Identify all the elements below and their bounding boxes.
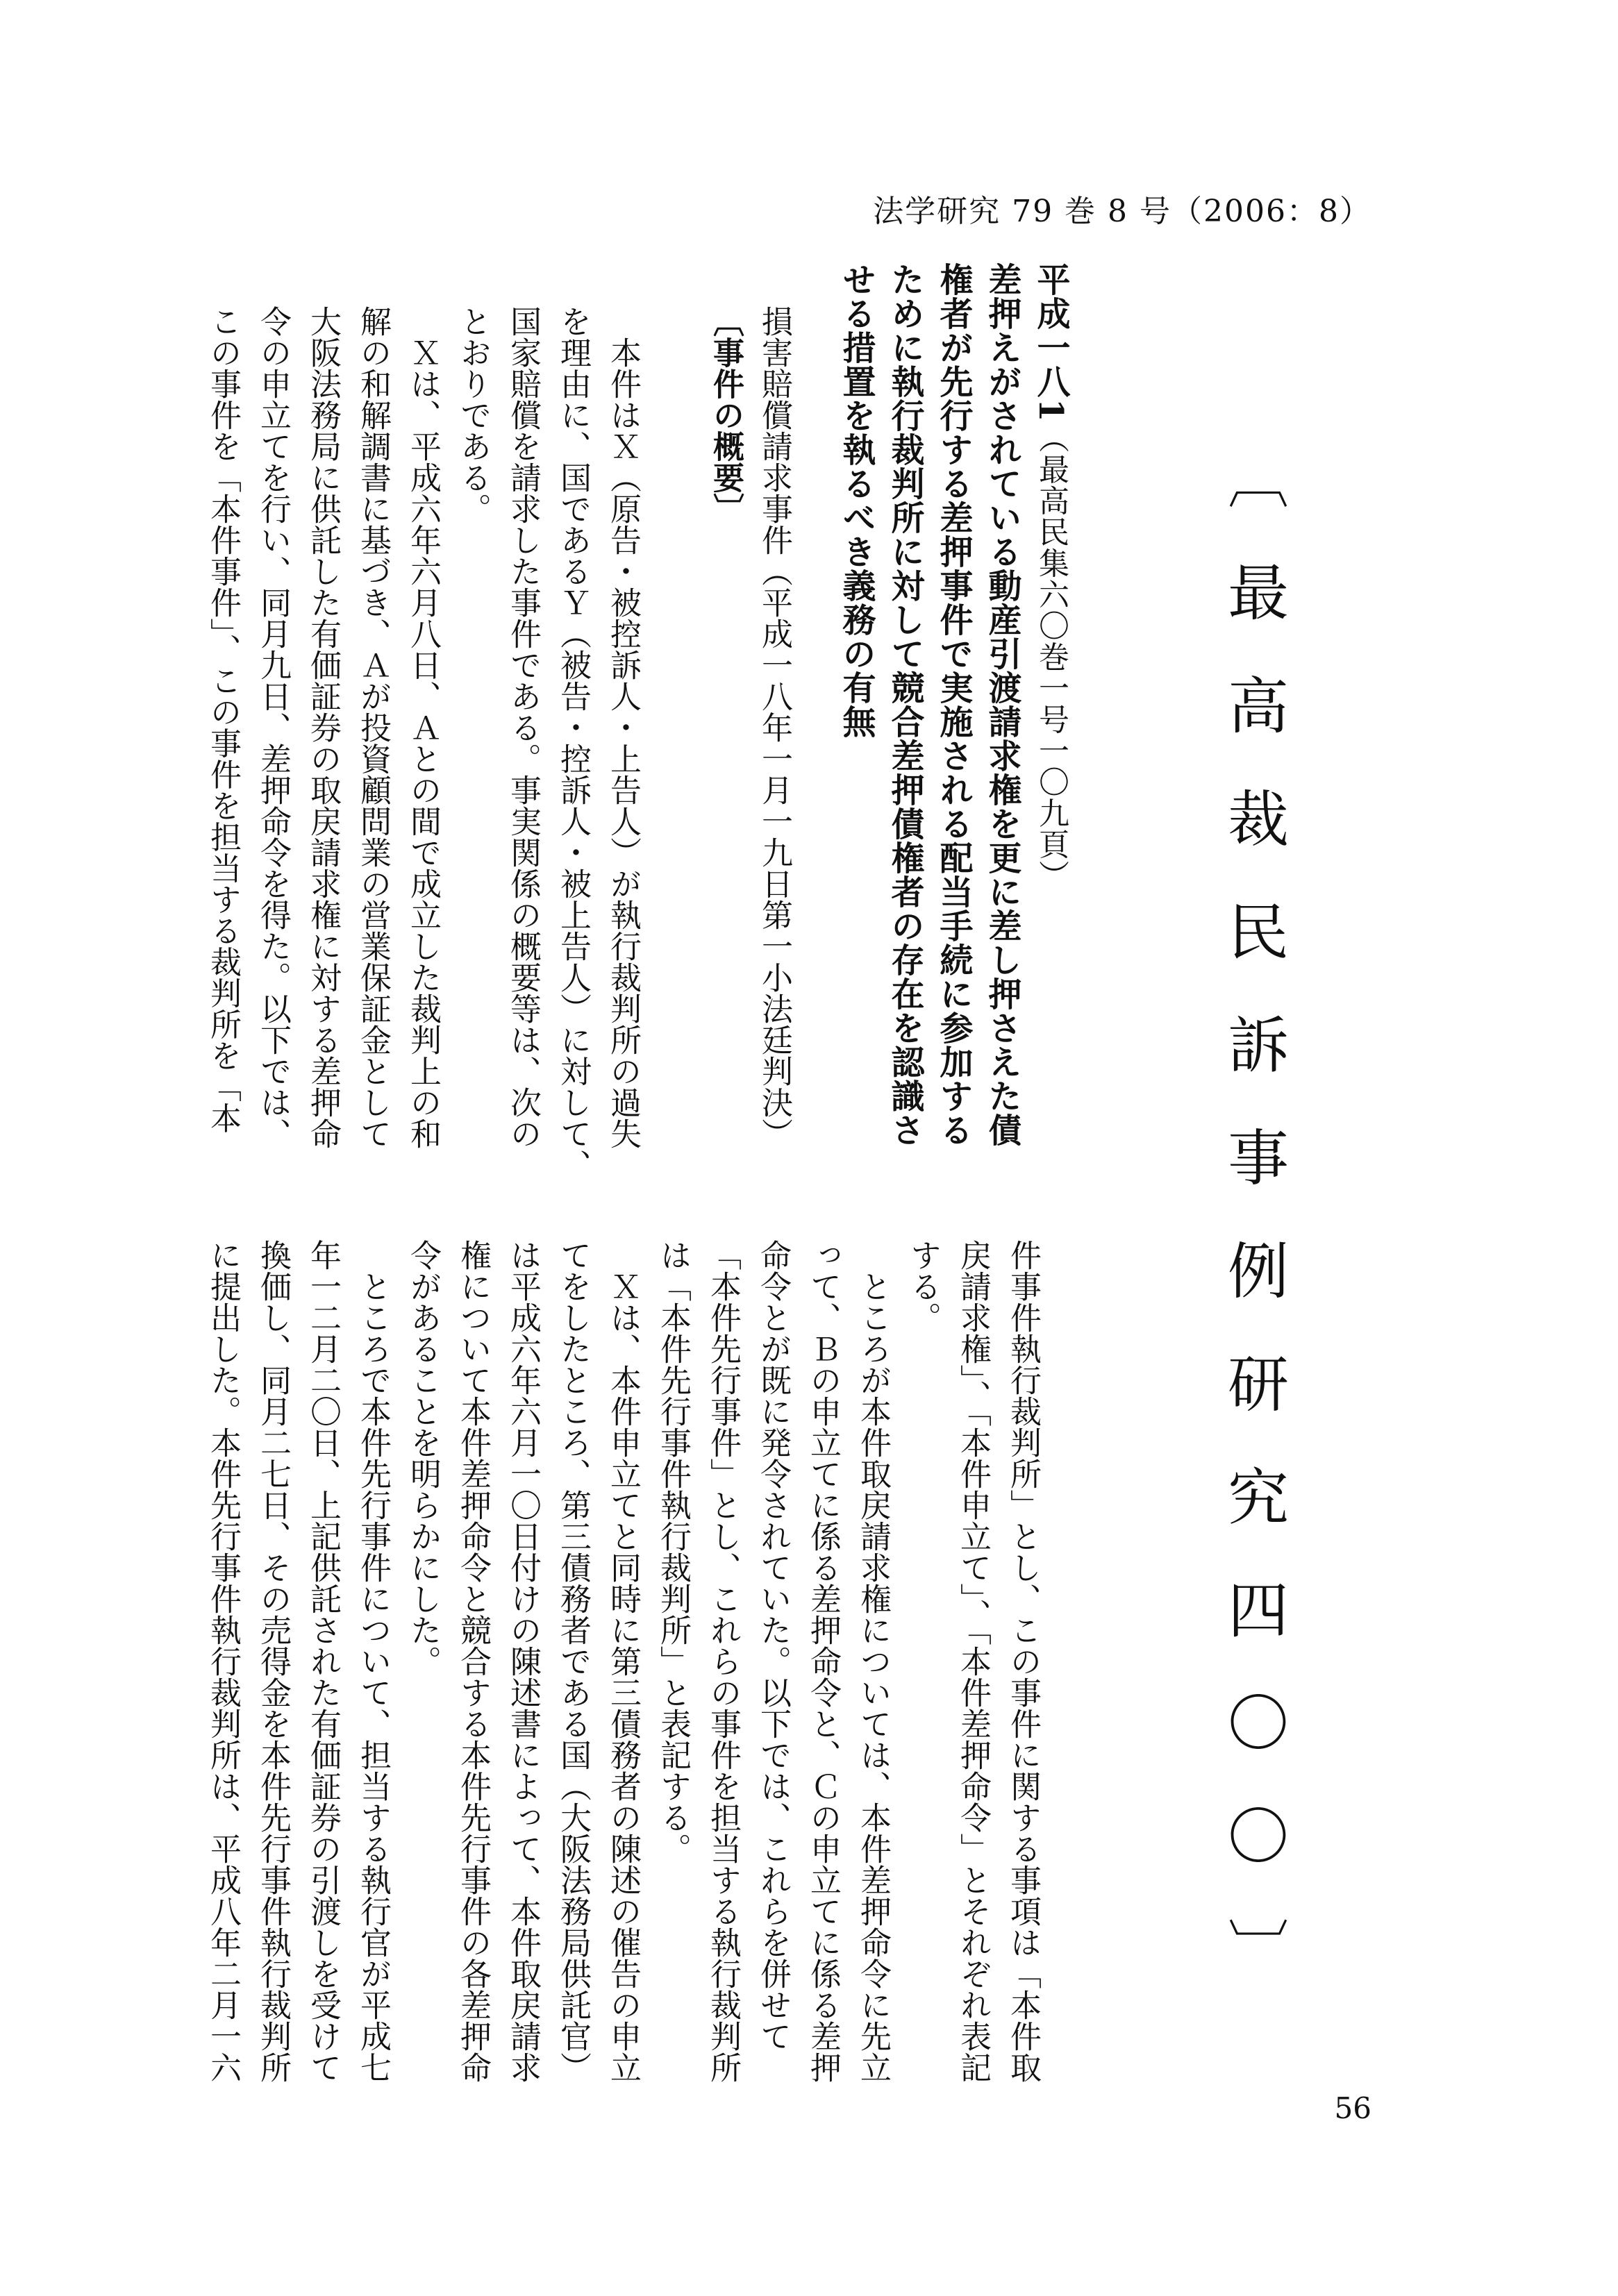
issue-line: せる措置を執るべき義務の有無 xyxy=(837,262,876,739)
case-number: 平成一八1 xyxy=(1031,262,1070,423)
text-line: 件事件執行裁判所」とし、この事件に関する事項は「本件取 xyxy=(1005,1239,1042,2083)
text-line: に提出した。本件先行事件執行裁判所は、平成八年二月一六 xyxy=(205,1239,242,2083)
text-line: 令の申立てを行い、同月九日、差押命令を得た。以下では、 xyxy=(255,305,292,1149)
text-line: は平成六年六月一〇日付けの陳述書によって、本件取戻請求 xyxy=(505,1239,542,2083)
text-line: 命令とが既に発令されていた。以下では、これらを併せて xyxy=(755,1239,792,2052)
body-text-lower xyxy=(198,1239,1048,2163)
text-line: Ｘは、平成六年六月八日、Ａとの間で成立した裁判上の和 xyxy=(405,305,442,1149)
journal-header: 法学研究 79 巻 8 号（2006：8） xyxy=(873,194,1371,229)
text-line: する。 xyxy=(905,1239,942,1333)
body-text-upper xyxy=(198,305,648,1187)
text-line: てをしたところ、第三債務者である国（大阪法務局供託官） xyxy=(555,1239,592,2083)
text-line: ところで本件先行事件について、担当する執行官が平成七 xyxy=(355,1239,392,2083)
text-line: を理由に、国であるＹ（被告・控訴人・被上告人）に対して、 xyxy=(555,305,592,1180)
text-line: は「本件先行事件執行裁判所」と表記する。 xyxy=(655,1239,692,1864)
issue-line: 権者が先行する差押事件で実施される配当手続に参加する xyxy=(934,262,973,1147)
issue-line: ために執行裁判所に対して競合差押債権者の存在を認識さ xyxy=(885,262,924,1147)
page-number: 56 xyxy=(1334,2091,1371,2125)
court-block xyxy=(701,305,799,1187)
text-line: 換価し、同月二七日、その売得金を本件先行事件執行裁判所 xyxy=(255,1239,292,2083)
text-line: 戻請求権」、「本件申立て」、「本件差押命令」とそれぞれ表記 xyxy=(955,1239,992,2083)
series-title: 〔最高裁民訴事例研究四〇〇〕 xyxy=(1218,448,1290,2031)
text-line: 令があることを明らかにした。 xyxy=(405,1239,442,1677)
case-reference: （最高民集六〇巻一号一〇九頁） xyxy=(1033,422,1069,891)
text-line: この事件を「本件事件」、この事件を担当する裁判所を「本 xyxy=(205,305,242,1134)
text-line: Ｘは、本件申立てと同時に第三債務者の陳述の催告の申立 xyxy=(605,1239,642,2083)
text-line: 権について本件差押命令と競合する本件先行事件の各差押命 xyxy=(455,1239,492,2083)
text-line: 本件はＸ（原告・被控訴人・上告人）が執行裁判所の過失 xyxy=(605,305,642,1149)
text-line: 国家賠償を請求した事件である。事実関係の概要等は、次の xyxy=(505,305,542,1149)
text-line: 年一二月二〇日、上記供託された有価証券の引渡しを受けて xyxy=(305,1239,342,2083)
text-line: 大阪法務局に供託した有価証券の取戻請求権に対する差押命 xyxy=(305,305,342,1149)
text-line: 「本件先行事件」とし、これらの事件を担当する執行裁判所 xyxy=(705,1239,742,2083)
text-line: ところが本件取戻請求権については、本件差押命令に先立 xyxy=(855,1239,892,2083)
issue-line: 差押えがされている動産引渡請求権を更に差し押さえた債 xyxy=(983,262,1021,1147)
overview-heading: 〔事件の概要〕 xyxy=(708,305,744,524)
case-name: 損害賠償請求事件（平成一八年一月一九日第一小法廷判決） xyxy=(756,305,793,1149)
text-line: って、Ｂの申立てに係る差押命令と、Ｃの申立てに係る差押 xyxy=(805,1239,842,2083)
case-title-block xyxy=(832,262,1075,1186)
text-line: 解の和解調書に基づき、Ａが投資顧問業の営業保証金として xyxy=(355,305,392,1149)
text-line: とおりである。 xyxy=(455,305,492,524)
